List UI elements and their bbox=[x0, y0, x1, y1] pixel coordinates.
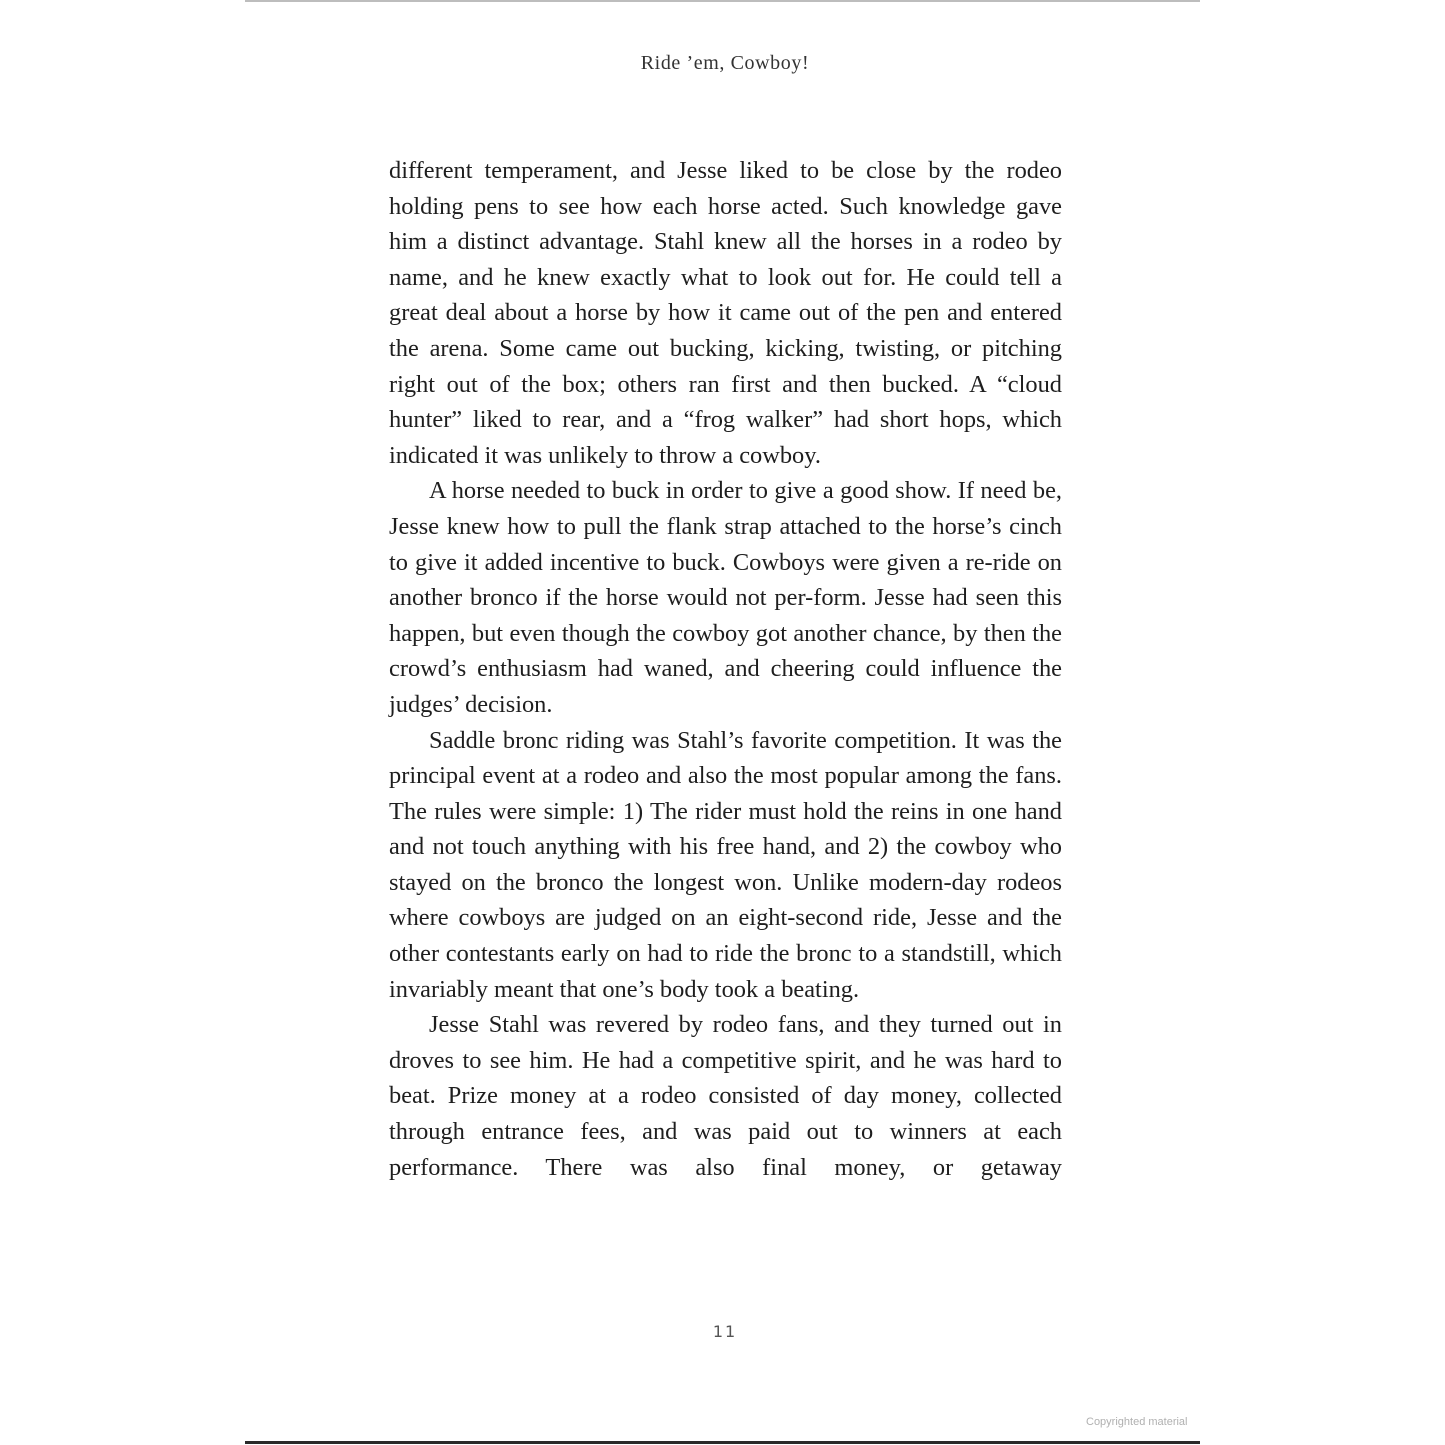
running-head: Ride ’em, Cowboy! bbox=[640, 52, 810, 74]
body-text bbox=[389, 153, 1062, 1185]
page-number: 11 bbox=[712, 1322, 738, 1341]
bottom-rule bbox=[245, 1441, 1200, 1444]
paragraph-1: different temperament, and Jesse liked to be close by the rodeo holding pens to see how each horse acted. Such knowledge gave him a distinct advantage. Stahl knew all the horses in a rodeo by name, and he knew exactly what to look out for. He could tell a great deal about a horse by how it came out of the pen and entered the arena. Some came out bucking, kicking, twisting, or pitching right out of the box; others ran first and then bucked. A “cloud hunter” liked to rear, and a “frog walker” had short hops, which indicated it was unlikely to throw a cowboy. bbox=[389, 157, 1062, 469]
top-rule bbox=[245, 0, 1200, 2]
copyright-watermark: Copyrighted material bbox=[1086, 1416, 1188, 1428]
paragraph-3: Saddle bronc riding was Stahl’s favorite competition. It was the principal event at a rodeo and also the most popular among the fans. The rules were simple: 1) The rider must hold the reins in one hand and not touch anything with his free hand, and 2) the cowboy who stayed on the bronco the longest won. Unlike modern-day rodeos where cowboys are judged on an eight-second ride, Jesse and the other contestants early on had to ride the bronc to a standstill, which invariably meant that one’s body took a beating. bbox=[389, 726, 1062, 1003]
paragraph-2: A horse needed to buck in order to give a good show. If need be, Jesse knew how to pull the flank strap attached to the horse’s cinch to give it added incentive to buck. Cowboys were given a re-ride on another bronco if the horse would not per-form. Jesse had seen this happen, but even though the cowboy got another chance, by then the crowd’s enthusiasm had waned, and cheering could influence the judges’ decision. bbox=[389, 477, 1062, 718]
paragraph-4: Jesse Stahl was revered by rodeo fans, and they turned out in droves to see him. He had a competitive spirit, and he was hard to beat. Prize money at a rodeo consisted of day money, collected through entrance fees, and was paid out to winners at each performance. There was also final money, or getaway bbox=[389, 1011, 1062, 1181]
